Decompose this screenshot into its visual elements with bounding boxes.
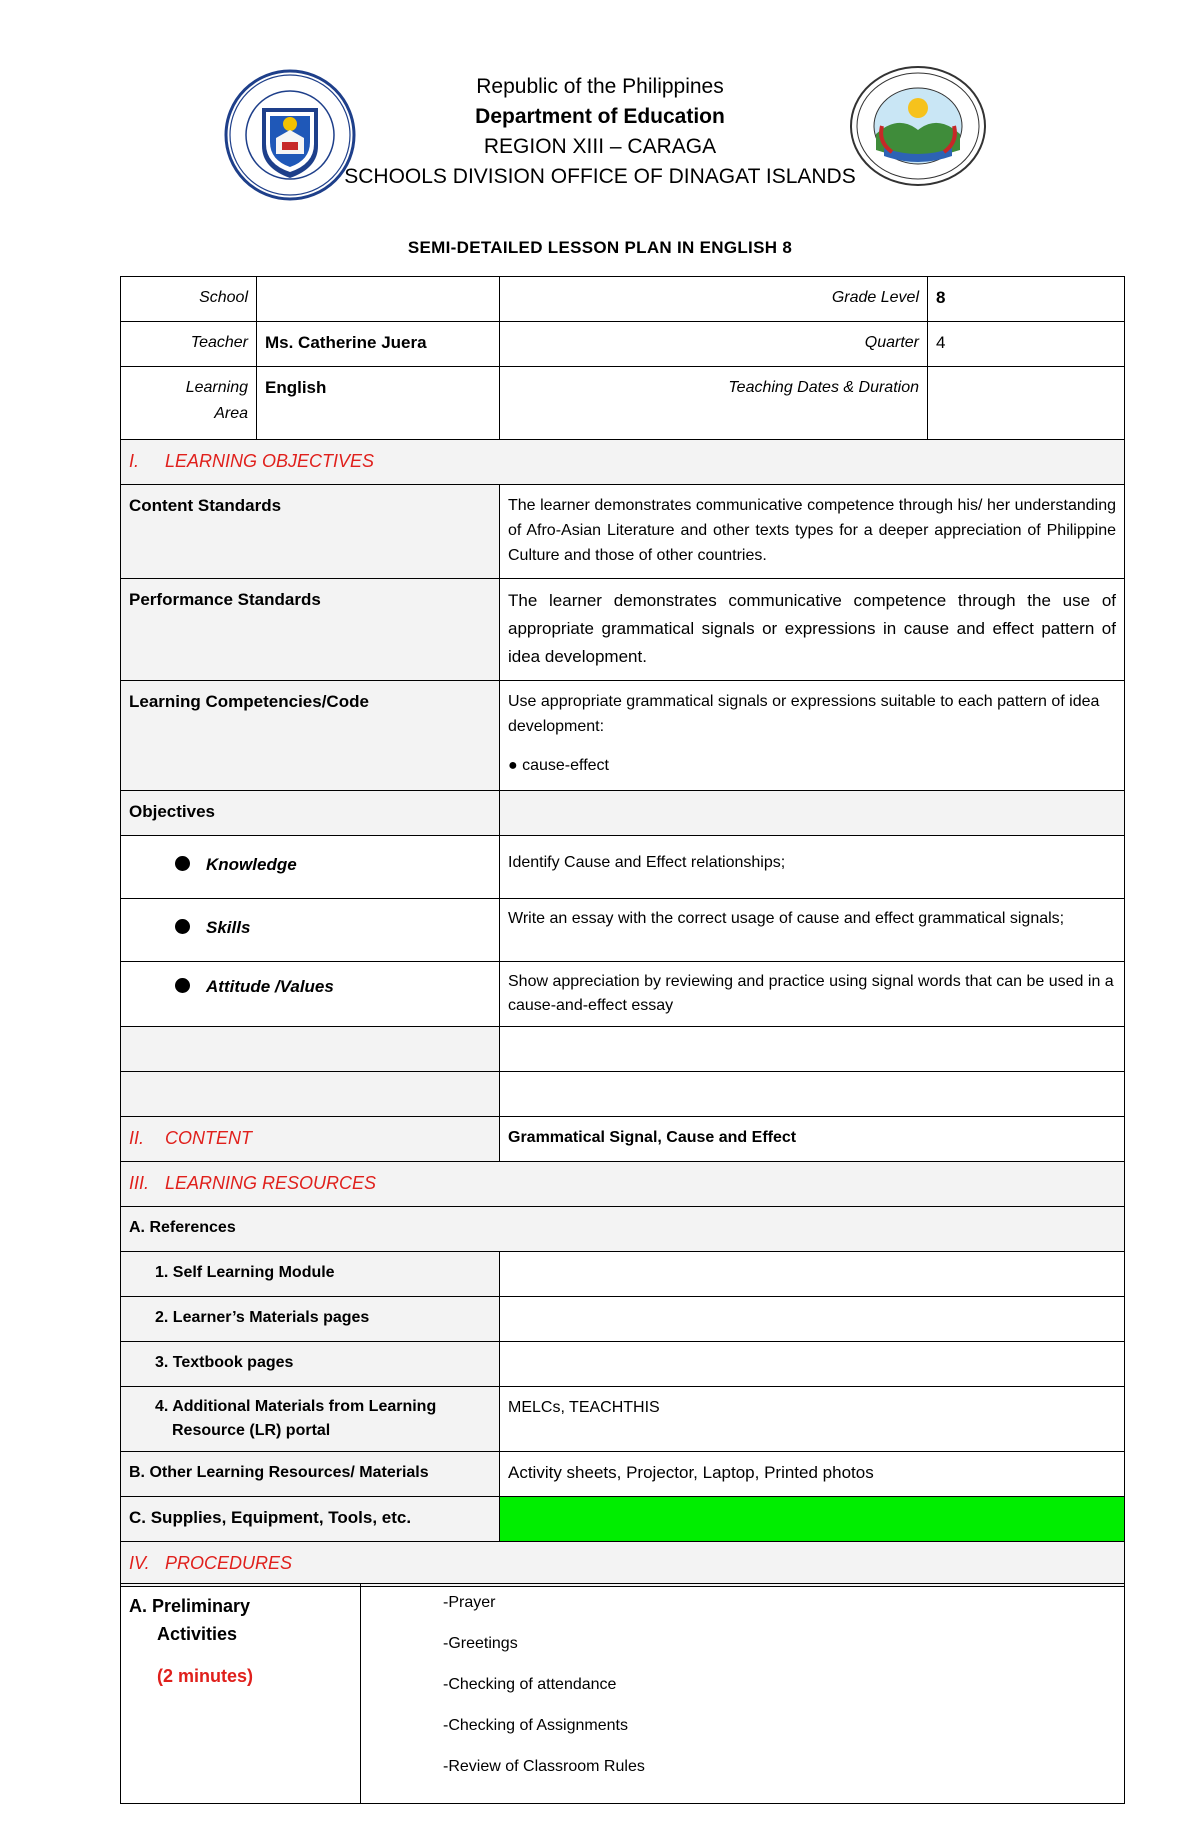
section-learning-objectives [121,440,1125,485]
preliminary-time: (2 minutes) [157,1666,254,1686]
document-header [0,62,1200,202]
section-heading: LEARNING RESOURCES [165,1173,377,1193]
procedures-table [120,1583,1125,1804]
row-knowledge [121,836,1125,899]
row-other-resources [121,1452,1125,1497]
other-resources-value: Activity sheets, Projector, Laptop, Printed photos [500,1452,1125,1497]
header-republic: Republic of the Philippines [476,75,724,98]
learning-competencies-value: Use appropriate grammatical signals or expressions suitable to each pattern of idea development: [508,693,1100,735]
performance-standards-value: The learner demonstrates communicative competence through the use of appropriate grammatical signals or expressions in cause and effect pattern of idea development. [500,579,1125,681]
row-preliminary-activities [121,1584,1125,1804]
bullet-icon [175,856,190,871]
attitude-values-label: Attitude /Values [206,977,334,996]
quarter-value: 4 [928,322,1125,367]
bullet-icon [175,919,190,934]
skills-label: Skills [206,918,251,937]
deped-seal-logo [222,68,358,202]
row-teacher [121,322,1125,367]
learning-competencies-cell [500,681,1125,791]
quarter-label: Quarter [500,322,928,367]
header-division: SCHOOLS DIVISION OFFICE OF DINAGAT ISLANDS [344,165,856,188]
row-empty-1 [121,1027,1125,1072]
list-item: -Checking of attendance [443,1676,617,1693]
section-number: II. [129,1128,145,1148]
row-self-learning-module [121,1252,1125,1297]
other-resources-label: B. Other Learning Resources/ Materials [121,1452,500,1497]
row-learning-competencies [121,681,1125,791]
teaching-dates-value [928,367,1125,440]
content-standards-label: Content Standards [121,485,500,579]
knowledge-label: Knowledge [206,855,297,874]
section-heading: PROCEDURES [165,1553,293,1573]
additional-materials-value: MELCs, TEACHTHIS [500,1387,1125,1452]
row-supplies [121,1497,1125,1542]
row-learning-area [121,367,1125,440]
document-title: SEMI-DETAILED LESSON PLAN IN ENGLISH 8 [407,238,793,257]
row-objectives [121,791,1125,836]
section-content [121,1117,1125,1162]
performance-standards-label: Performance Standards [121,579,500,681]
additional-materials-label: 4. Additional Materials from Learning Resource (LR) portal [121,1387,500,1452]
row-learners-materials [121,1297,1125,1342]
learning-area-label: Learning Area [121,367,257,440]
attitude-values-value: Show appreciation by reviewing and practice using signal words that can be used in a cause-and-effect essay [500,962,1125,1027]
section-procedures [121,1542,1125,1587]
list-item: -Review of Classroom Rules [443,1758,645,1775]
row-empty-2 [121,1072,1125,1117]
teacher-label: Teacher [121,322,257,367]
list-item: -Prayer [443,1594,496,1611]
row-textbook-pages [121,1342,1125,1387]
section-number: III. [129,1173,150,1193]
section-heading: LEARNING OBJECTIVES [165,451,375,471]
grade-level-value: 8 [928,277,1125,322]
knowledge-value: Identify Cause and Effect relationships; [500,836,1125,899]
skills-value: Write an essay with the correct usage of cause and effect grammatical signals; [500,899,1125,962]
bullet-icon [175,978,190,993]
textbook-pages-label: 3. Textbook pages [121,1342,500,1387]
division-seal-logo [848,64,988,188]
row-performance-standards [121,579,1125,681]
content-value: Grammatical Signal, Cause and Effect [500,1117,1125,1162]
preliminary-activities-label: A. Preliminary Activities (2 minutes) [121,1584,361,1804]
row-attitude-values [121,962,1125,1027]
learners-materials-label: 2. Learner’s Materials pages [121,1297,500,1342]
row-content-standards [121,485,1125,579]
section-heading: CONTENT [165,1128,252,1148]
supplies-value [500,1497,1125,1542]
references-label: A. References [121,1207,1125,1252]
section-learning-resources [121,1162,1125,1207]
row-skills [121,899,1125,962]
learning-competencies-bullet: ● cause-effect [508,757,609,774]
header-department: Department of Education [475,105,725,128]
row-references [121,1207,1125,1252]
teaching-dates-label: Teaching Dates & Duration [500,367,928,440]
section-number: I. [129,451,140,471]
objectives-label: Objectives [121,791,500,836]
list-item: -Greetings [443,1635,518,1652]
row-additional-materials [121,1387,1125,1452]
section-number: IV. [129,1553,150,1573]
content-standards-value: The learner demonstrates communicative competence through his/ her understanding of Afro-Asian Literature and other texts types for a deeper appreciation of Philippine Culture and those of other countries. [500,485,1125,579]
row-school [121,277,1125,322]
teacher-value: Ms. Catherine Juera [257,322,500,367]
grade-level-label: Grade Level [500,277,928,322]
school-label: School [121,277,257,322]
preliminary-activities-list [361,1584,1125,1804]
school-value [257,277,500,322]
supplies-label: C. Supplies, Equipment, Tools, etc. [121,1497,500,1542]
learning-area-value: English [257,367,500,440]
lesson-plan-table [120,276,1125,1587]
header-region: REGION XIII – CARAGA [483,135,717,158]
learning-competencies-label: Learning Competencies/Code [121,681,500,791]
self-learning-module-label: 1. Self Learning Module [121,1252,500,1297]
list-item: -Checking of Assignments [443,1717,628,1734]
